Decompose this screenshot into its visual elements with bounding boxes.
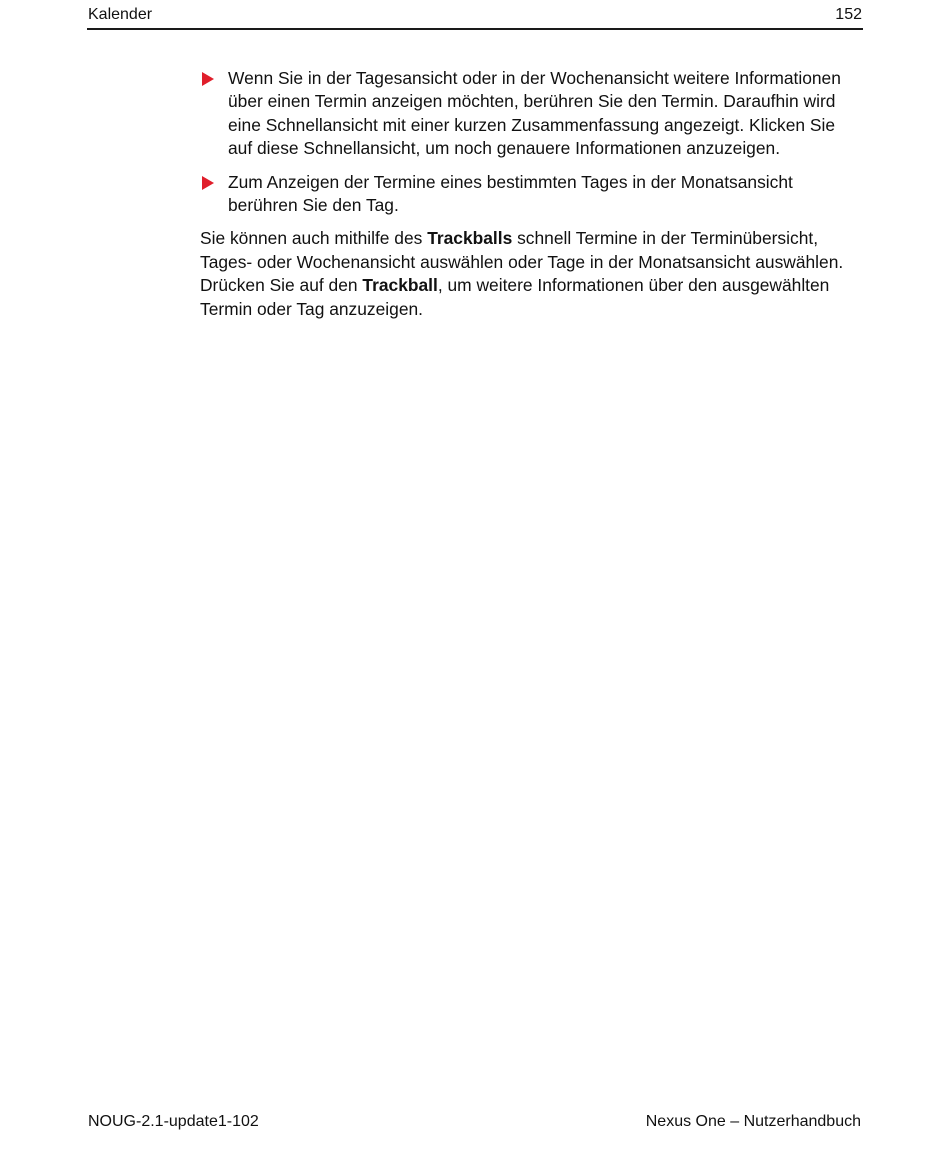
bullet-item [200,171,860,218]
triangle-bullet-icon [202,176,214,190]
footer-doc-id: NOUG-2.1-update1-102 [88,1113,259,1130]
paragraph-text: schnell Termine in der Terminübersicht, Tages- oder Wochenansicht auswählen oder Tage in der Monatsansicht auswählen. Drücken Sie auf den [200,228,844,296]
page-header [87,4,863,30]
paragraph-text: , um weitere Informationen über den ausgewählten Termin oder Tag anzuzeigen. [200,275,830,319]
section-title: Kalender [88,6,153,23]
bold-term: Trackball [362,275,438,296]
bold-term: Trackballs [427,228,513,249]
bullet-text: Zum Anzeigen der Termine eines bestimmten Tages in der Monatsansicht berühren Sie den Tag. [228,171,793,216]
bullet-item [200,67,860,161]
footer-title: Nexus One – Nutzerhandbuch [645,1113,861,1130]
triangle-bullet-icon [202,72,214,86]
bullet-text: Wenn Sie in der Tagesansicht oder in der Wochenansicht weitere Informationen über einen Termin anzeigen möchten, berühren Sie den Termin. Daraufhin wird eine Schnellansicht mit einer kurzen Zusammenfassung angezeigt. Klicken Sie auf diese Schnellansicht, um noch genauere Informationen anzuzeigen. [228,68,841,159]
paragraph-text: Sie können auch mithilfe des [200,228,428,249]
page-number: 152 [835,6,862,23]
body-paragraph [200,227,860,321]
page-content [200,67,860,321]
